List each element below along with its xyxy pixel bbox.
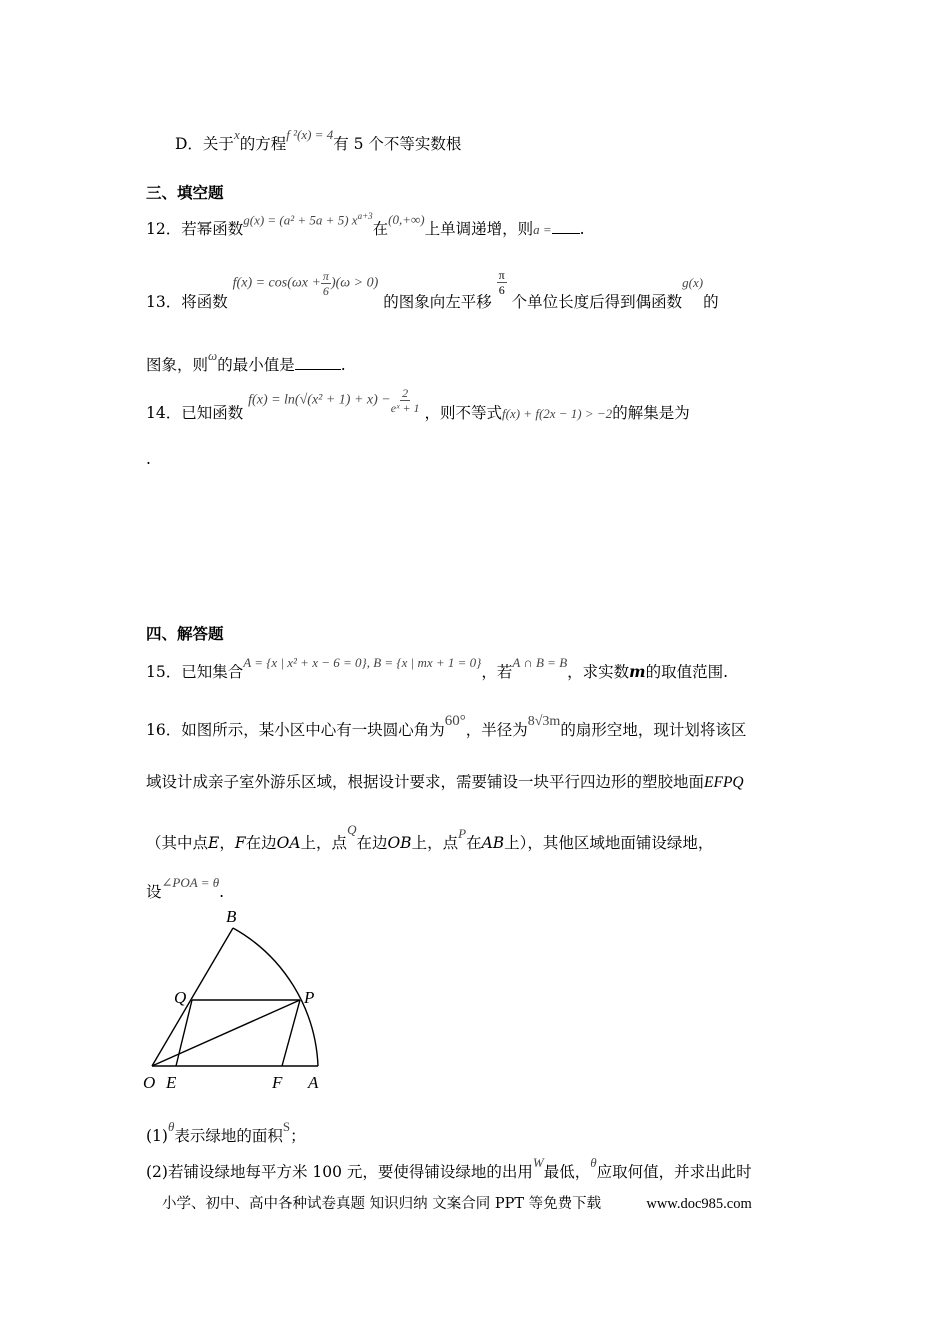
question-16-line-3: （其中点E，F在边OA上，点Q在边OB上，点P在AB上），其他区域地面铺设绿地， (146, 822, 714, 852)
q12-answer-blank (552, 219, 580, 234)
section-3-title: 三、填空题 (146, 183, 224, 202)
q12-interval: (0,+∞) (388, 212, 425, 227)
section-4-title: 四、解答题 (146, 624, 224, 643)
label-p: P (304, 988, 315, 1007)
q12-power-function: g(x) = (a² + 5a + 5) $x^{a+3}$ (243, 210, 373, 227)
footer (162, 1192, 752, 1213)
q14-function: f(x) = ln(√(x² + 1) + x) − $\frac{2}{\text{eˣ + 1}}$ (248, 386, 420, 415)
q16-angle: 60° (444, 713, 466, 729)
sector-figure (140, 905, 340, 1095)
sub-question-1: (1)θ表示绿地的面积S； (146, 1119, 306, 1145)
segment-fp (282, 1000, 300, 1066)
q15-condition: A ∩ B = B (512, 655, 568, 670)
label-e: E (166, 1073, 177, 1092)
q16-radius: 8√3m (527, 714, 561, 729)
q13-shift: $\frac{\pi}{6}$ (498, 268, 505, 297)
q13-function: f(x) = cos(ωx + $\frac{\pi}{6}$ )(ω > 0) (232, 268, 379, 298)
footer-text: 小学、初中、高中各种试卷真题 知识归纳 文案合同 PPT 等免费下载 (162, 1196, 602, 1212)
question-15: 15．已知集合A = {x | x² + x − 6 = 0}, B = {x | mx + 1 = 0}，若A ∩ B = B，求实数m的取值范围. (146, 655, 728, 681)
question-16-line-4: 设∠POA = θ. (146, 875, 225, 901)
question-13: 13．将函数 f(x) = cos(ωx + $\frac{\pi}{6}$ )(ω > 0) 的图象向左平移 $\frac{\pi}{6}$ 个单位长度后得到偶函数g(x)的 (146, 268, 719, 311)
label-a: A (308, 1073, 319, 1092)
question-13-line-2: 图象，则ω的最小值是 . (146, 348, 346, 374)
segment-op (152, 1000, 300, 1066)
sub-question-2: (2)若铺设绿地每平方米 100 元，要使得铺设绿地的出用W最低，θ应取何值，并求出此时 (146, 1155, 752, 1181)
q11-equation: f ²(x) = 4 (286, 127, 334, 142)
question-12: 12．若幂函数g(x) = (a² + 5a + 5) $x^{a+3}$在(0,+∞)上单调递增，则a = . (146, 210, 585, 238)
q11-var: x (233, 127, 240, 142)
footer-url[interactable]: www.doc985.com (646, 1196, 752, 1212)
question-16-line-2: 域设计成亲子室外游乐区域，根据设计要求，需要铺设一块平行四边形的塑胶地面EFPQ (146, 773, 744, 791)
label-f: F (272, 1073, 283, 1092)
question-16-line-1: 16．如图所示，某小区中心有一块圆心角为60°，半径为8√3m的扇形空地，现计划将该区 (146, 713, 747, 739)
q14-inequality: f(x) + f(2x − 1) > −2 (502, 405, 613, 421)
label-q: Q (174, 988, 187, 1007)
q11-option-d: D．关于x的方程f ²(x) = 4有 5 个不等实数根 (175, 127, 462, 153)
label-b: B (226, 907, 237, 926)
q14-dot: . (146, 450, 151, 468)
segment-eq (176, 1000, 192, 1066)
q15-sets: A = {x | x² + x − 6 = 0}, B = {x | mx + 1 = 0} (243, 655, 482, 670)
q13-answer-blank (295, 355, 341, 370)
segment-ob (152, 928, 233, 1066)
label-o: O (143, 1073, 156, 1092)
question-14: 14．已知函数 f(x) = ln(√(x² + 1) + x) − $\frac{2}{\text{eˣ + 1}}$ ，则不等式f(x) + f(2x − 1) > −2的解集是为 (146, 386, 690, 422)
